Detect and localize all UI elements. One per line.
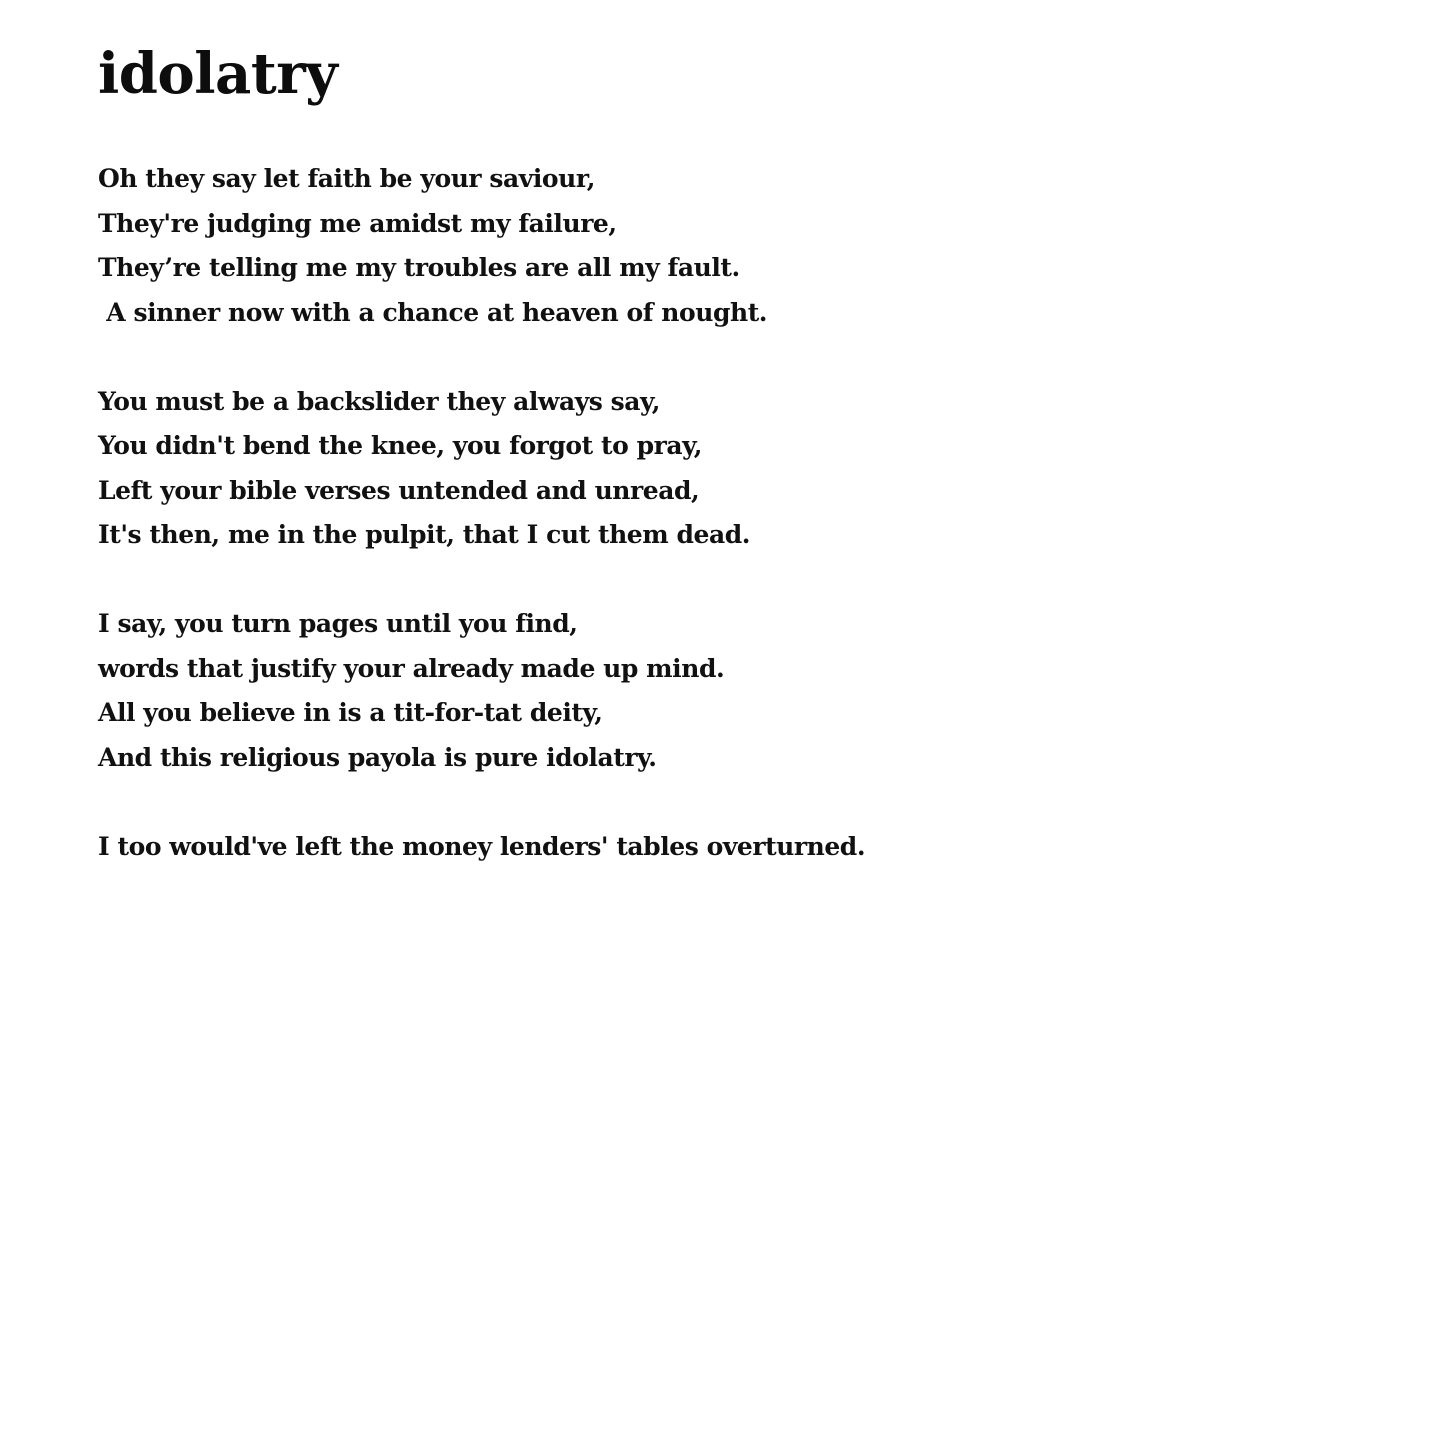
poem-line: Oh they say let faith be your saviour, — [98, 164, 595, 193]
poem-line: I say, you turn pages until you find, — [98, 609, 578, 638]
poem-line: words that justify your already made up mind. — [98, 653, 725, 683]
poem-line: A sinner now with a chance at heaven of nought. — [98, 297, 768, 327]
stanza-1 — [98, 157, 1398, 335]
poem-line: Left your bible verses untended and unread, — [98, 475, 700, 505]
stanza-3 — [98, 602, 1398, 780]
poem-body — [98, 157, 1398, 914]
stanza-4 — [98, 825, 1398, 870]
poem-line: They’re telling me my troubles are all my fault. — [98, 253, 740, 282]
poem-line: It's then, me in the pulpit, that I cut them dead. — [98, 520, 751, 549]
poem-line: You didn't bend the knee, you forgot to pray, — [98, 431, 703, 460]
poem-line: They're judging me amidst my failure, — [98, 208, 617, 238]
poem-line: You must be a backslider they always say, — [98, 386, 660, 416]
poem-title: idolatry — [98, 41, 338, 107]
poem-line: All you believe in is a tit-for-tat deity, — [98, 698, 603, 727]
poem-line: I too would've left the money lenders' tables overturned. — [98, 831, 866, 861]
stanza-2 — [98, 380, 1398, 558]
poem-line: And this religious payola is pure idolatry. — [98, 742, 657, 772]
